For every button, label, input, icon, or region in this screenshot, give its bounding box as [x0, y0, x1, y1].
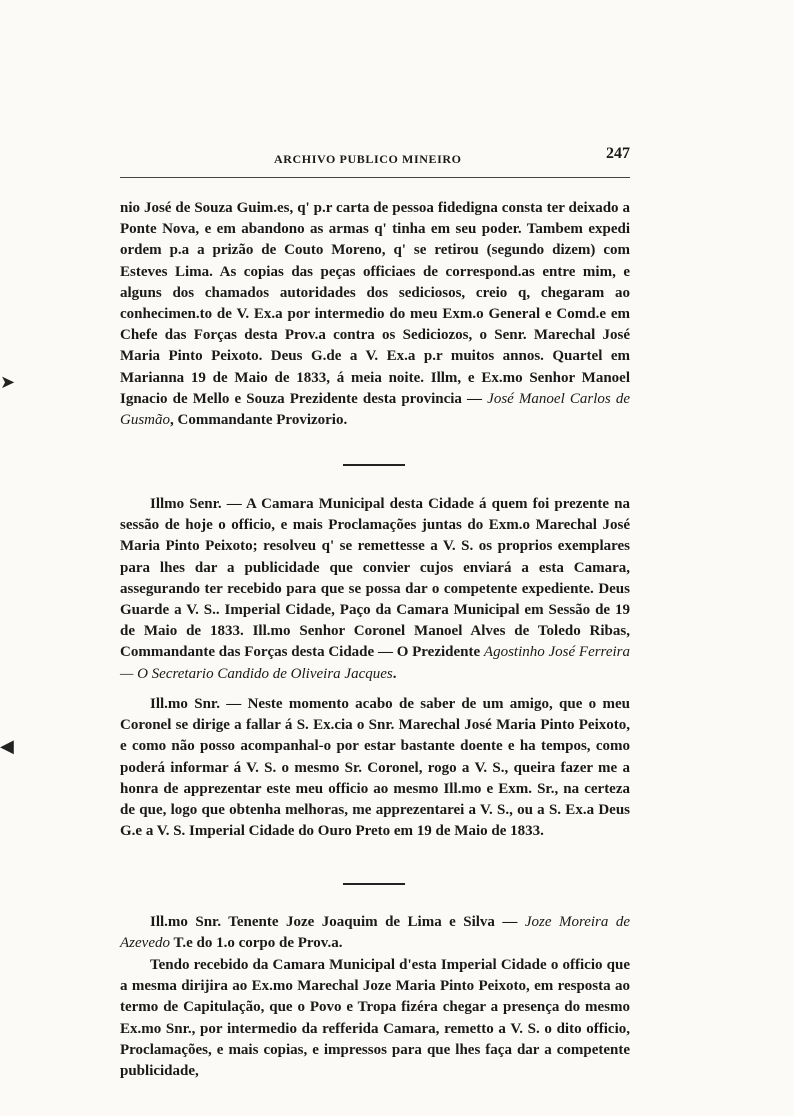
paragraph-text: Ill.mo Snr. Tenente Joze Joaquim de Lima e Silva — [150, 914, 518, 930]
paragraph-text: Illmo Senr. — A Camara Municipal desta Cidade á quem foi prezente na sessão de hoje o officio, e mais Proclamações juntas do Exm.o Marechal José Maria Pinto Peixoto; resolveu q' se remettesse a V. S. os proprios exemplares para lhes dar a publicidade que convier cujos enviará a esta Camara, assegurando ter recebido para que se possa dar o competente expediente. Deus Guarde a V. S.. Imperial Cidade, Paço da Camara Municipal em Sessão de 19 de Maio de 1833. Ill.mo Senhor Coronel Manoel Alves de Toledo Ribas, Commandante das Forças desta Cidade — O Prezidente [120, 496, 630, 661]
signature: Agostinho José Ferreira — O Secretario Candido de Oliveira Jacques [120, 644, 631, 682]
paragraph-text: nio José de Souza Guim.es, q' p.r carta de pessoa fidedigna consta ter deixado a Ponte Nova, e em abandono as armas q' tinha em seu poder. Tambem expedi ordem p.a a prizão de Couto Moreno, q' se retirou (segundo dizem) com Esteves Lima. As copias das peças officiaes de correspond.as entre mim, e alguns dos chamados autoridades dos sediciosos, creio q, chegaram ao conhecimen.to de V. Ex.a por intermedio do meu Exm.o General e Comd.e em Chefe das Forças desta Prov.a contra os Sediciozos, o Senr. Marechal José Maria Pinto Peixoto. Deus G.de a V. Ex.a p.r muitos annos. Quartel em Marianna 19 de Maio de 1833, á meia noite. Illm, e Ex.mo Senhor Manoel Ignacio de Mello e Souza Prezidente desta provincia — [120, 200, 630, 407]
signature: José Manoel Carlos de Gusmão [120, 390, 630, 429]
letter-paragraph [120, 494, 630, 685]
page-number: 247 [606, 145, 630, 162]
letter-address [120, 912, 630, 954]
page-header [118, 145, 630, 171]
letter-paragraph [120, 955, 630, 1082]
letter-paragraph [120, 198, 630, 431]
margin-arrow-icon: ◀ [0, 736, 14, 757]
paragraph-text: Ill.mo Snr. — Neste momento acabo de saber de um amigo, que o meu Coronel se dirige a fallar á S. Ex.cia o Snr. Marechal José Maria Pinto Peixoto, e como não posso acompanhal-o por estar bastante doente e ha tempos, como poderá informar á V. S. o mesmo Sr. Coronel, rogo a V. S., queira fazer me a honra de apprezentar este meu officio ao mesmo Ill.mo e Exm. Sr., na certeza de que, logo que obtenha melhoras, me apprezentarei a V. S., ou a S. Ex.a Deus G.e a V. S. Imperial Cidade do Ouro Preto em 19 de Maio de 1833. [120, 696, 630, 840]
signature: Joze Moreira de Azevedo [120, 914, 630, 952]
paragraph-text: Tendo recebido da Camara Municipal d'esta Imperial Cidade o officio que a mesma dirijira ao Ex.mo Marechal Joze Maria Pinto Peixoto, em resposta ao termo de Capitulação, que o Povo e Tropa fizéra chegar a presença do mesmo Ex.mo Snr., por intermedio da refferida Camara, remetto a V. S. o dito officio, Proclamações, e mais copias, e impressos para que lhes faça dar a competente publicidade, [120, 957, 630, 1080]
margin-arrow-icon: ➤ [0, 372, 16, 393]
header-rule [120, 177, 630, 178]
running-head: ARCHIVO PUBLICO MINEIRO [274, 152, 462, 166]
section-divider [343, 883, 405, 885]
section-divider [343, 464, 405, 466]
paragraph-tail: , Commandante Provizorio. [170, 412, 348, 429]
paragraph-tail: . [392, 665, 397, 682]
letter-paragraph [120, 694, 630, 842]
paragraph-tail: T.e do 1.o corpo de Prov.a. [169, 935, 343, 952]
